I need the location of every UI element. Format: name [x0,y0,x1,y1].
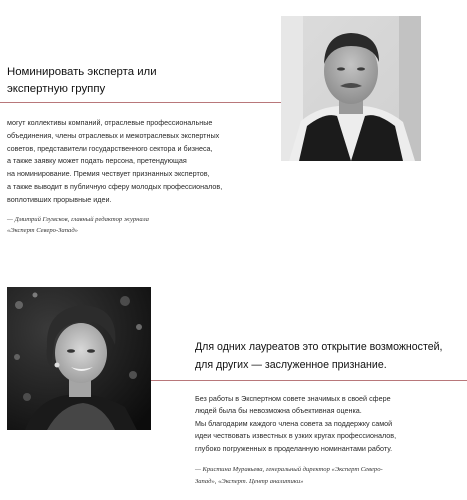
section-divider [151,380,467,381]
recognition-heading [195,339,465,374]
nominate-body-line: а также заявку может подать персона, претендующая [7,156,187,166]
attribution-line: Запад», «Эксперт. Центр аналитики» [195,477,304,485]
nominate-body-line: на номинирование. Премия чествует признанных экспертов, [7,169,210,179]
attribution-line: — Дмитрий Глумсков, главный редактор журнала [7,216,149,223]
nominate-heading-line: экспертную группу [7,83,106,95]
recognition-body-line: идеи чествовать известных в узких кругах профессионалов, [195,431,397,441]
nominate-body-line: воплотивших прорывные идеи. [7,194,112,204]
section-divider [0,102,294,103]
recognition-body-line: Без работы в Экспертном совете значимых в своей сфере [195,394,391,403]
nominate-quote-attribution [7,214,207,236]
nominate-body-line: а также выводит в публичную сферу молодых профессионалов, [7,181,223,191]
expert-portrait-photo [281,16,421,161]
director-portrait-photo [7,287,151,430]
nominate-body-line: могут коллективы компаний, отраслевые профессиональные [7,118,213,127]
recognition-body-line: глубоко погруженных в проделанную номинантами работу. [195,443,393,453]
attribution-line: «Эксперт Северо-Запад» [7,227,78,234]
recognition-description [195,393,465,455]
nominate-heading-line: Номинировать эксперта или [7,66,157,78]
nominate-heading [7,64,267,98]
recognition-heading-line: для других — заслуженное признание. [195,358,387,371]
recognition-quote-attribution [195,464,445,487]
recognition-heading-line: Для одних лауреатов это открытие возможностей, [195,341,443,353]
recognition-body-line: Мы благодарим каждого члена совета за поддержку самой [195,418,393,428]
attribution-line: — Кристина Муравьева, генеральный директор «Эксперт Северо- [195,466,383,473]
nominate-body-line: объединения, члены отраслевых и межотраслевых экспертных [7,130,220,140]
nominate-body-line: советов, представители государственного сектора и бизнеса, [7,143,213,153]
recognition-body-line: людей была бы невозможна объективная оценка. [195,406,362,416]
nominate-description [7,117,269,207]
